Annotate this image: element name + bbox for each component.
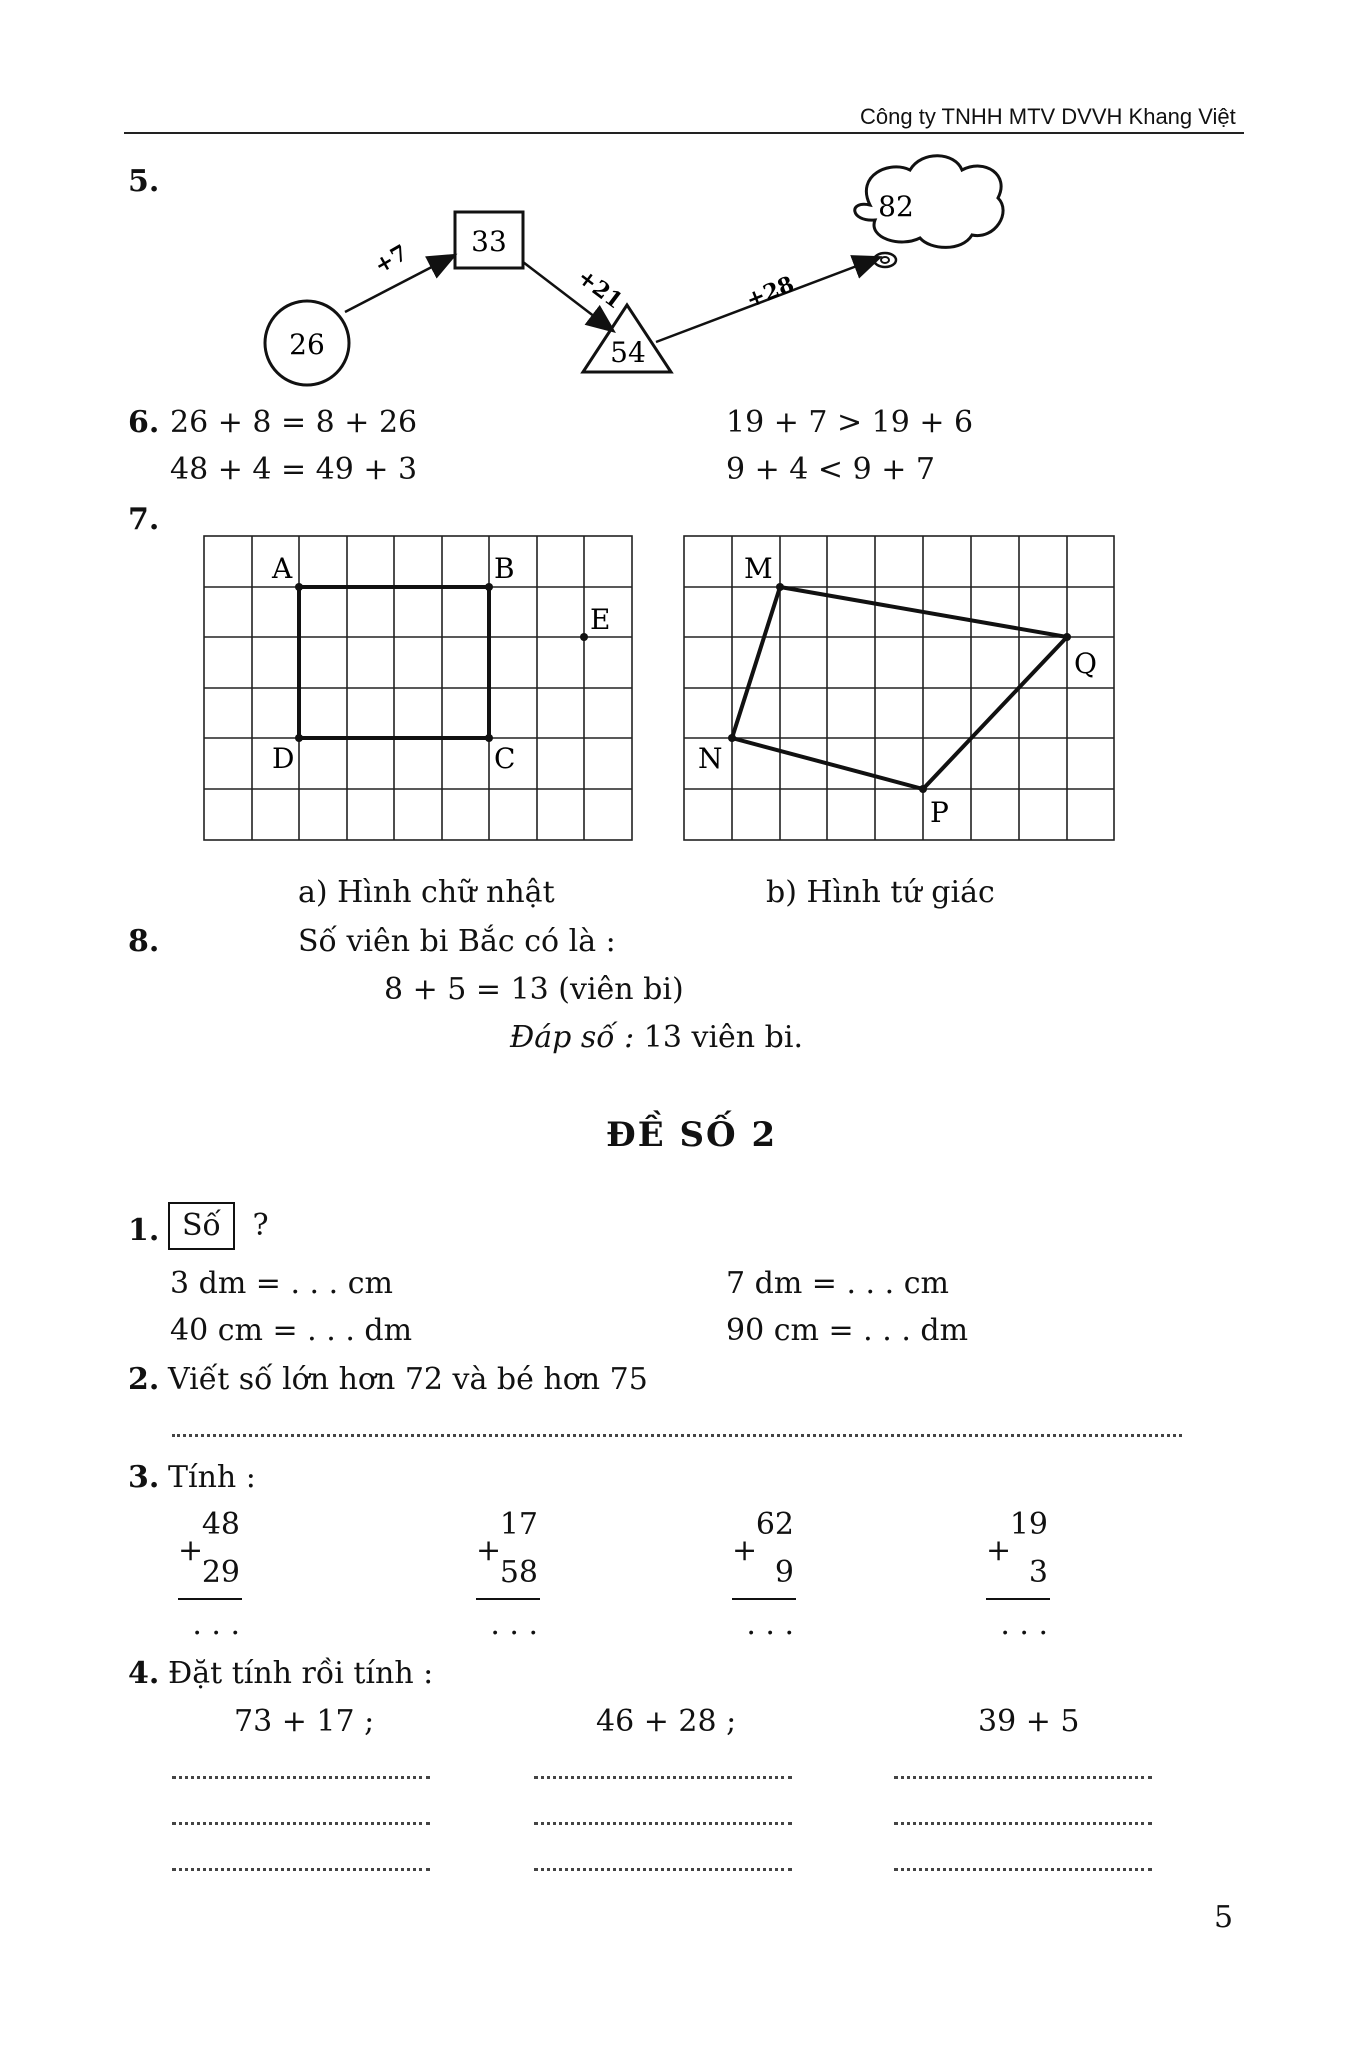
- sum-3-result[interactable]: . . .: [746, 1607, 794, 1642]
- page-number: 5: [1214, 1900, 1234, 1935]
- q5-cloud: [855, 156, 1003, 248]
- header-rule: [124, 132, 1244, 134]
- p4-work-line[interactable]: [894, 1822, 1152, 1825]
- q5-edge-1: +7: [370, 239, 413, 280]
- sum-1-result[interactable]: . . .: [192, 1607, 240, 1642]
- p4-work-line[interactable]: [534, 1776, 792, 1779]
- sum-2-plus: +: [476, 1533, 502, 1568]
- q8-line-1: Số viên bi Bắc có là :: [298, 924, 616, 959]
- sum-4: [928, 1500, 1058, 1640]
- q5-triangle-value: 54: [610, 336, 646, 369]
- grid-b: [682, 532, 1118, 844]
- q6-line-1: 26 + 8 = 8 + 26: [170, 405, 418, 440]
- q8-answer-label: Đáp số :: [510, 1020, 635, 1055]
- label-m: M: [744, 552, 773, 585]
- p1-line-2: 7 dm = . . . cm: [726, 1266, 949, 1301]
- sum-3-plus: +: [732, 1533, 758, 1568]
- p4-work-line[interactable]: [172, 1822, 430, 1825]
- point-e: [580, 633, 588, 641]
- q6-line-2: 19 + 7 > 19 + 6: [726, 405, 974, 440]
- p4-expr-3: 39 + 5: [978, 1704, 1080, 1739]
- label-b: B: [494, 552, 515, 585]
- q7-number: 7.: [128, 502, 160, 537]
- p4-work-line[interactable]: [172, 1868, 430, 1871]
- p1-line-3: 40 cm = . . . dm: [170, 1313, 413, 1348]
- label-n: N: [698, 742, 723, 775]
- p4-expr-1: 73 + 17 ;: [234, 1704, 375, 1739]
- label-d: D: [272, 742, 295, 775]
- q8-answer-value: 13 viên bi.: [643, 1020, 803, 1055]
- q6-line-4: 9 + 4 < 9 + 7: [726, 452, 935, 487]
- p2-answer-line[interactable]: [172, 1434, 1182, 1437]
- q8-line-2: 8 + 5 = 13 (viên bi): [384, 972, 684, 1007]
- label-q: Q: [1074, 647, 1097, 680]
- publisher-header: Công ty TNHH MTV DVVH Khang Việt: [860, 104, 1236, 129]
- q8-number: 8.: [128, 924, 160, 959]
- sum-4-result[interactable]: . . .: [1000, 1607, 1048, 1642]
- q6-number: 6.: [128, 405, 160, 440]
- q8-answer: [510, 1020, 803, 1056]
- label-a: A: [272, 552, 293, 585]
- q5-circle-value: 26: [289, 328, 325, 361]
- grid-a-lines: [204, 536, 632, 840]
- p1-number: 1.: [128, 1213, 160, 1248]
- sum-4-plus: +: [986, 1533, 1012, 1568]
- section-title: ĐỀ SỐ 2: [606, 1115, 778, 1155]
- p1-box-word: [168, 1202, 269, 1250]
- p4-work-line[interactable]: [534, 1868, 792, 1871]
- sum-2-bottom: 58: [499, 1555, 538, 1590]
- p3-number: 3.: [128, 1460, 160, 1495]
- sum-3-bottom: 9: [774, 1555, 794, 1590]
- p4-expr-2: 46 + 28 ;: [596, 1704, 737, 1739]
- q5-cloud-tail: [874, 253, 896, 267]
- label-c: C: [494, 742, 516, 775]
- p4-work-line[interactable]: [894, 1776, 1152, 1779]
- sum-4-bottom: 3: [1028, 1555, 1048, 1590]
- so-box: Số: [168, 1202, 235, 1250]
- sum-1-bottom: 29: [201, 1555, 240, 1590]
- sum-1: [120, 1500, 250, 1640]
- label-p: P: [930, 796, 949, 829]
- sum-4-top: 19: [1009, 1507, 1048, 1542]
- p4-label: Đặt tính rồi tính :: [168, 1656, 434, 1691]
- p3-label: Tính :: [168, 1460, 256, 1495]
- sum-3: [674, 1500, 804, 1640]
- q5-square-value: 33: [471, 225, 507, 258]
- p4-work-line[interactable]: [894, 1868, 1152, 1871]
- q5-edge-3: +28: [742, 271, 798, 314]
- q5-diagram: [250, 150, 1010, 390]
- caption-a: a) Hình chữ nhật: [298, 875, 555, 910]
- q5-cloud-value: 82: [878, 190, 914, 223]
- p4-work-line[interactable]: [172, 1776, 430, 1779]
- sum-2-top: 17: [499, 1507, 538, 1542]
- p4-work-line[interactable]: [534, 1822, 792, 1825]
- grid-a: [202, 532, 634, 844]
- caption-b: b) Hình tứ giác: [766, 875, 995, 910]
- sum-2-result[interactable]: . . .: [490, 1607, 538, 1642]
- p2-text: Viết số lớn hơn 72 và bé hơn 75: [168, 1362, 648, 1397]
- q5-edge-2: +21: [572, 264, 628, 315]
- p4-number: 4.: [128, 1656, 160, 1691]
- p2-number: 2.: [128, 1362, 160, 1397]
- sum-1-plus: +: [178, 1533, 204, 1568]
- sum-1-top: 48: [201, 1507, 240, 1542]
- q6-line-3: 48 + 4 = 49 + 3: [170, 452, 418, 487]
- sum-2: [418, 1500, 548, 1640]
- p1-line-1: 3 dm = . . . cm: [170, 1266, 393, 1301]
- label-e: E: [590, 603, 611, 636]
- q5-number: 5.: [128, 164, 160, 199]
- sum-3-top: 62: [755, 1507, 794, 1542]
- p1-question-mark: ?: [252, 1208, 269, 1243]
- p1-line-4: 90 cm = . . . dm: [726, 1313, 969, 1348]
